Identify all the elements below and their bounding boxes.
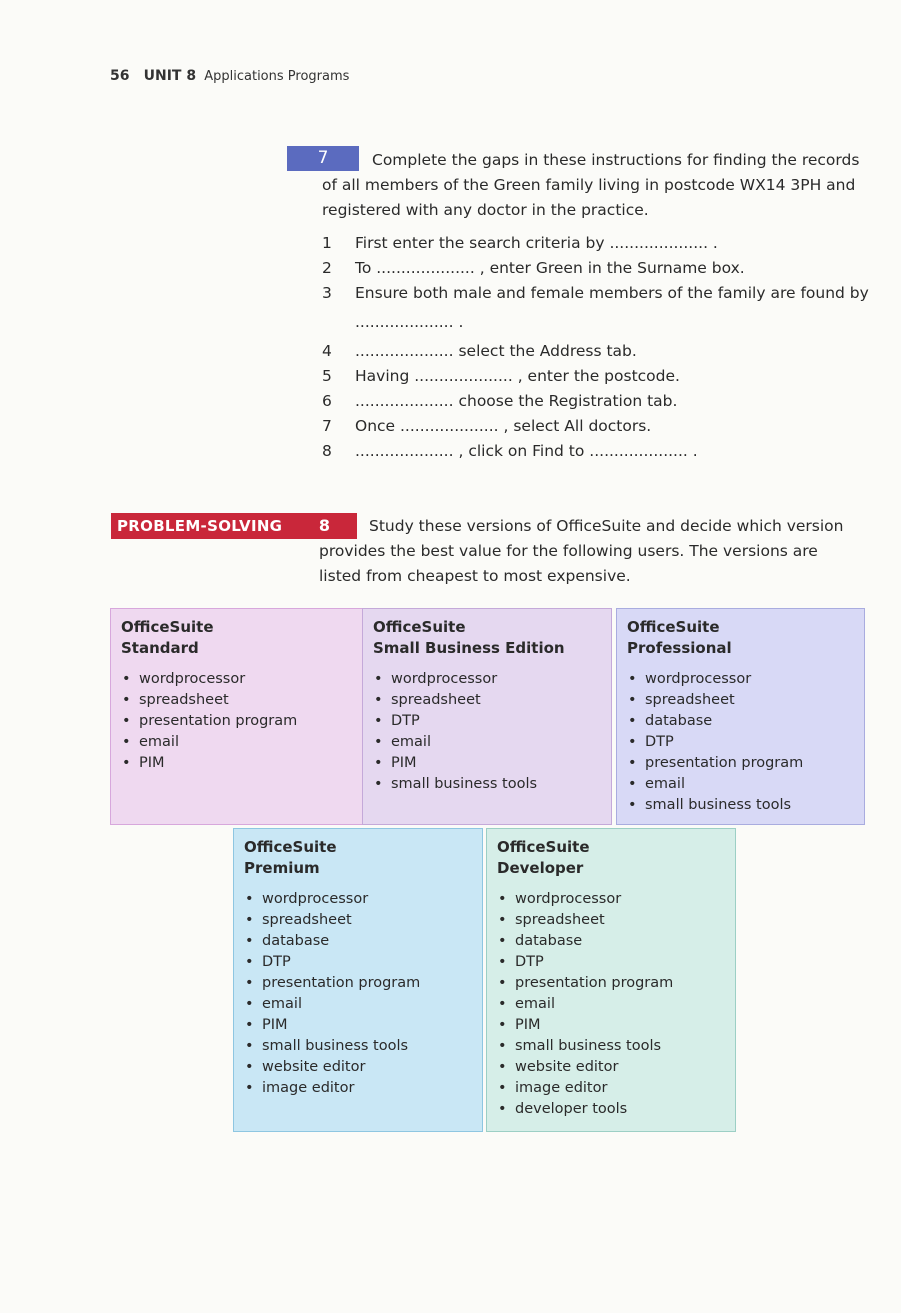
- exercise-7-badge: 7: [287, 146, 359, 171]
- feature-item: • wordprocessor: [121, 669, 352, 690]
- feature-item: • email: [244, 994, 472, 1015]
- item-text: Having .................... , enter the postcode.: [355, 367, 680, 385]
- officesuite-premium-box: [233, 828, 483, 1132]
- page-number: 56: [110, 68, 130, 84]
- officesuite-developer-box: [486, 828, 736, 1132]
- feature-item: • email: [497, 994, 725, 1015]
- feature-item: • DTP: [244, 952, 472, 973]
- officesuite-professional-box: [616, 608, 865, 825]
- feature-item: • wordprocessor: [244, 889, 472, 910]
- feature-item: • email: [373, 732, 601, 753]
- officesuite-small-business-box: [362, 608, 612, 825]
- feature-item: • wordprocessor: [627, 669, 854, 690]
- feature-item: • presentation program: [244, 973, 472, 994]
- feature-item: • small business tools: [627, 795, 854, 816]
- list-item: [322, 339, 882, 364]
- item-text: .................... choose the Registration tab.: [355, 392, 678, 410]
- feature-item: • DTP: [627, 732, 854, 753]
- item-text: Once .................... , select All doctors.: [355, 417, 652, 435]
- exercise-8-line: Study these versions of OfficeSuite and decide which version: [369, 517, 844, 535]
- exercise-7-line: of all members of the Green family living in postcode WX14 3PH and: [322, 176, 856, 194]
- feature-item: • DTP: [497, 952, 725, 973]
- feature-item: • spreadsheet: [497, 910, 725, 931]
- feature-item: • presentation program: [121, 711, 352, 732]
- exercise-8-line: provides the best value for the following users. The versions are: [319, 542, 818, 560]
- product-edition: Small Business Edition: [373, 639, 565, 657]
- exercise-7-line: Complete the gaps in these instructions for finding the records: [372, 151, 860, 169]
- list-item: [322, 256, 882, 281]
- product-edition: Standard: [121, 639, 199, 657]
- item-number: 2: [322, 259, 332, 277]
- exercise-8-badge: 8: [292, 513, 357, 539]
- item-text: To .................... , enter Green in the Surname box.: [355, 259, 745, 277]
- feature-item: • spreadsheet: [627, 690, 854, 711]
- feature-list: [627, 669, 854, 816]
- product-edition: Developer: [497, 859, 584, 877]
- item-text-continued: .................... .: [355, 313, 464, 331]
- feature-item: • email: [627, 774, 854, 795]
- feature-item: • database: [244, 931, 472, 952]
- item-text: .................... , click on Find to .................... .: [355, 442, 698, 460]
- product-edition: Professional: [627, 639, 732, 657]
- feature-item: • website editor: [497, 1057, 725, 1078]
- unit-title: Applications Programs: [204, 69, 350, 84]
- feature-list: [373, 669, 601, 795]
- list-item: [322, 281, 882, 335]
- list-item: [322, 364, 882, 389]
- feature-item: • DTP: [373, 711, 601, 732]
- exercise-7-list: [322, 231, 882, 464]
- feature-item: • spreadsheet: [121, 690, 352, 711]
- feature-item: • wordprocessor: [373, 669, 601, 690]
- exercise-7-instructions: [322, 148, 882, 223]
- item-number: 5: [322, 367, 332, 385]
- item-number: 4: [322, 342, 332, 360]
- feature-item: • database: [627, 711, 854, 732]
- item-text: Ensure both male and female members of the family are found by: [355, 284, 869, 302]
- item-text: First enter the search criteria by .................... .: [355, 234, 718, 252]
- feature-item: • spreadsheet: [373, 690, 601, 711]
- feature-item: • presentation program: [497, 973, 725, 994]
- feature-item: • image editor: [497, 1078, 725, 1099]
- item-number: 6: [322, 392, 332, 410]
- product-name: OfficeSuite: [627, 618, 720, 636]
- list-item: [322, 231, 882, 256]
- feature-list: [121, 669, 352, 774]
- feature-item: • email: [121, 732, 352, 753]
- feature-item: • spreadsheet: [244, 910, 472, 931]
- feature-item: • PIM: [244, 1015, 472, 1036]
- feature-item: • PIM: [121, 753, 352, 774]
- officesuite-standard-box: [110, 608, 363, 825]
- item-number: 1: [322, 234, 332, 252]
- page-header: [110, 68, 349, 84]
- feature-item: • image editor: [244, 1078, 472, 1099]
- feature-item: • wordprocessor: [497, 889, 725, 910]
- feature-item: • database: [497, 931, 725, 952]
- item-text: .................... select the Address tab.: [355, 342, 637, 360]
- product-name: OfficeSuite: [244, 838, 337, 856]
- product-name: OfficeSuite: [497, 838, 590, 856]
- problem-solving-tag: PROBLEM-SOLVING: [111, 513, 292, 539]
- feature-item: • PIM: [497, 1015, 725, 1036]
- exercise-8-line: listed from cheapest to most expensive.: [319, 567, 631, 585]
- feature-item: • small business tools: [373, 774, 601, 795]
- product-edition: Premium: [244, 859, 320, 877]
- feature-item: • small business tools: [497, 1036, 725, 1057]
- feature-item: • website editor: [244, 1057, 472, 1078]
- exercise-8-instructions: [319, 514, 879, 589]
- item-number: 7: [322, 417, 332, 435]
- product-name: OfficeSuite: [121, 618, 214, 636]
- feature-item: • small business tools: [244, 1036, 472, 1057]
- list-item: [322, 414, 882, 439]
- feature-item: • developer tools: [497, 1099, 725, 1120]
- list-item: [322, 389, 882, 414]
- feature-item: • presentation program: [627, 753, 854, 774]
- list-item: [322, 439, 882, 464]
- item-number: 8: [322, 442, 332, 460]
- product-name: OfficeSuite: [373, 618, 466, 636]
- feature-list: [244, 889, 472, 1099]
- feature-list: [497, 889, 725, 1120]
- item-number: 3: [322, 284, 332, 302]
- unit-label: UNIT 8: [143, 68, 197, 84]
- feature-item: • PIM: [373, 753, 601, 774]
- exercise-7-line: registered with any doctor in the practice.: [322, 201, 649, 219]
